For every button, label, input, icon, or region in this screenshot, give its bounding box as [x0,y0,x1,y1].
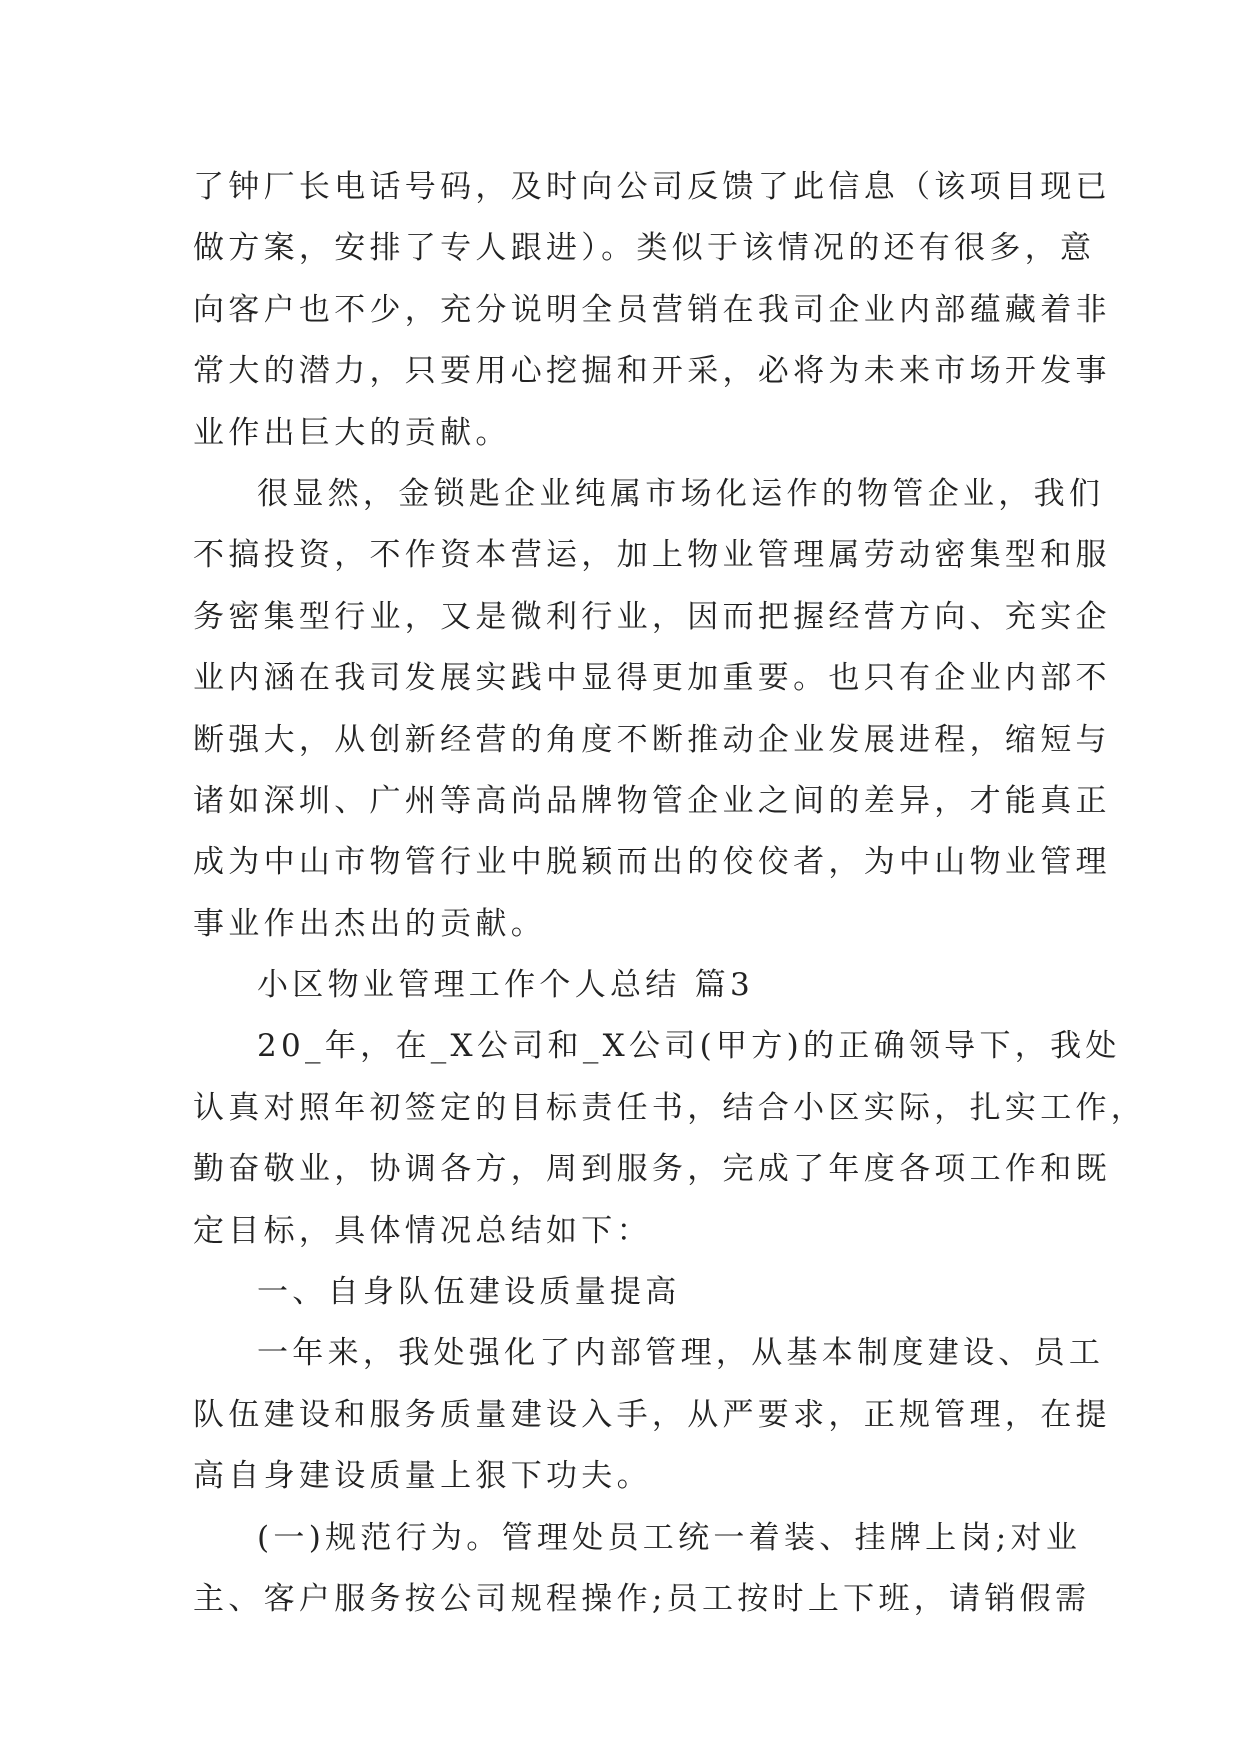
body-line: 勤奋敬业，协调各方，周到服务，完成了年度各项工作和既 [193,1151,1111,1188]
subsection-heading: 一、自身队伍建设质量提高 [257,1274,681,1311]
body-line: 高自身建设质量上狠下功夫。 [193,1458,652,1495]
body-line: 成为中山市物管行业中脱颖而出的佼佼者，为中山物业管理 [193,844,1111,881]
body-line: 主、客户服务按公司规程操作;员工按时上下班，请销假需 [193,1580,1091,1617]
body-line: 常大的潜力，只要用心挖掘和开采，必将为未来市场开发事 [193,353,1111,390]
section-heading: 小区物业管理工作个人总结 篇3 [257,967,755,1004]
body-line: 定目标，具体情况总结如下： [193,1212,652,1249]
body-line: 不搞投资，不作资本营运，加上物业管理属劳动密集型和服 [193,537,1111,574]
body-line: 事业作出杰出的贡献。 [193,905,546,942]
paragraph-first-line: 很显然，金锁匙企业纯属市场化运作的物管企业，我们 [257,475,1105,512]
body-line: 诸如深圳、广州等高尚品牌物管企业之间的差异，才能真正 [193,782,1111,819]
body-line: 队伍建设和服务质量建设入手，从严要求，正规管理，在提 [193,1396,1111,1433]
paragraph-first-line: 一年来，我处强化了内部管理，从基本制度建设、员工 [257,1335,1105,1372]
paragraph-first-line: (一)规范行为。管理处员工统一着装、挂牌上岗;对业 [257,1519,1082,1556]
body-line: 向客户也不少，充分说明全员营销在我司企业内部蕴藏着非 [193,291,1111,328]
paragraph-first-line: 20_年，在_X公司和_X公司(甲方)的正确领导下，我处 [257,1028,1121,1065]
body-line: 认真对照年初签定的目标责任书，结合小区实际，扎实工作， [193,1089,1147,1126]
body-line: 务密集型行业，又是微利行业，因而把握经营方向、充实企 [193,598,1111,635]
body-line: 做方案，安排了专人跟进）。类似于该情况的还有很多，意 [193,230,1096,267]
document-page [193,157,1147,1630]
body-line: 了钟厂长电话号码，及时向公司反馈了此信息（该项目现已 [193,169,1111,205]
body-line: 业内涵在我司发展实践中显得更加重要。也只有企业内部不 [193,660,1111,697]
body-line: 断强大，从创新经营的角度不断推动企业发展进程，缩短与 [193,721,1111,758]
body-line: 业作出巨大的贡献。 [193,414,511,451]
